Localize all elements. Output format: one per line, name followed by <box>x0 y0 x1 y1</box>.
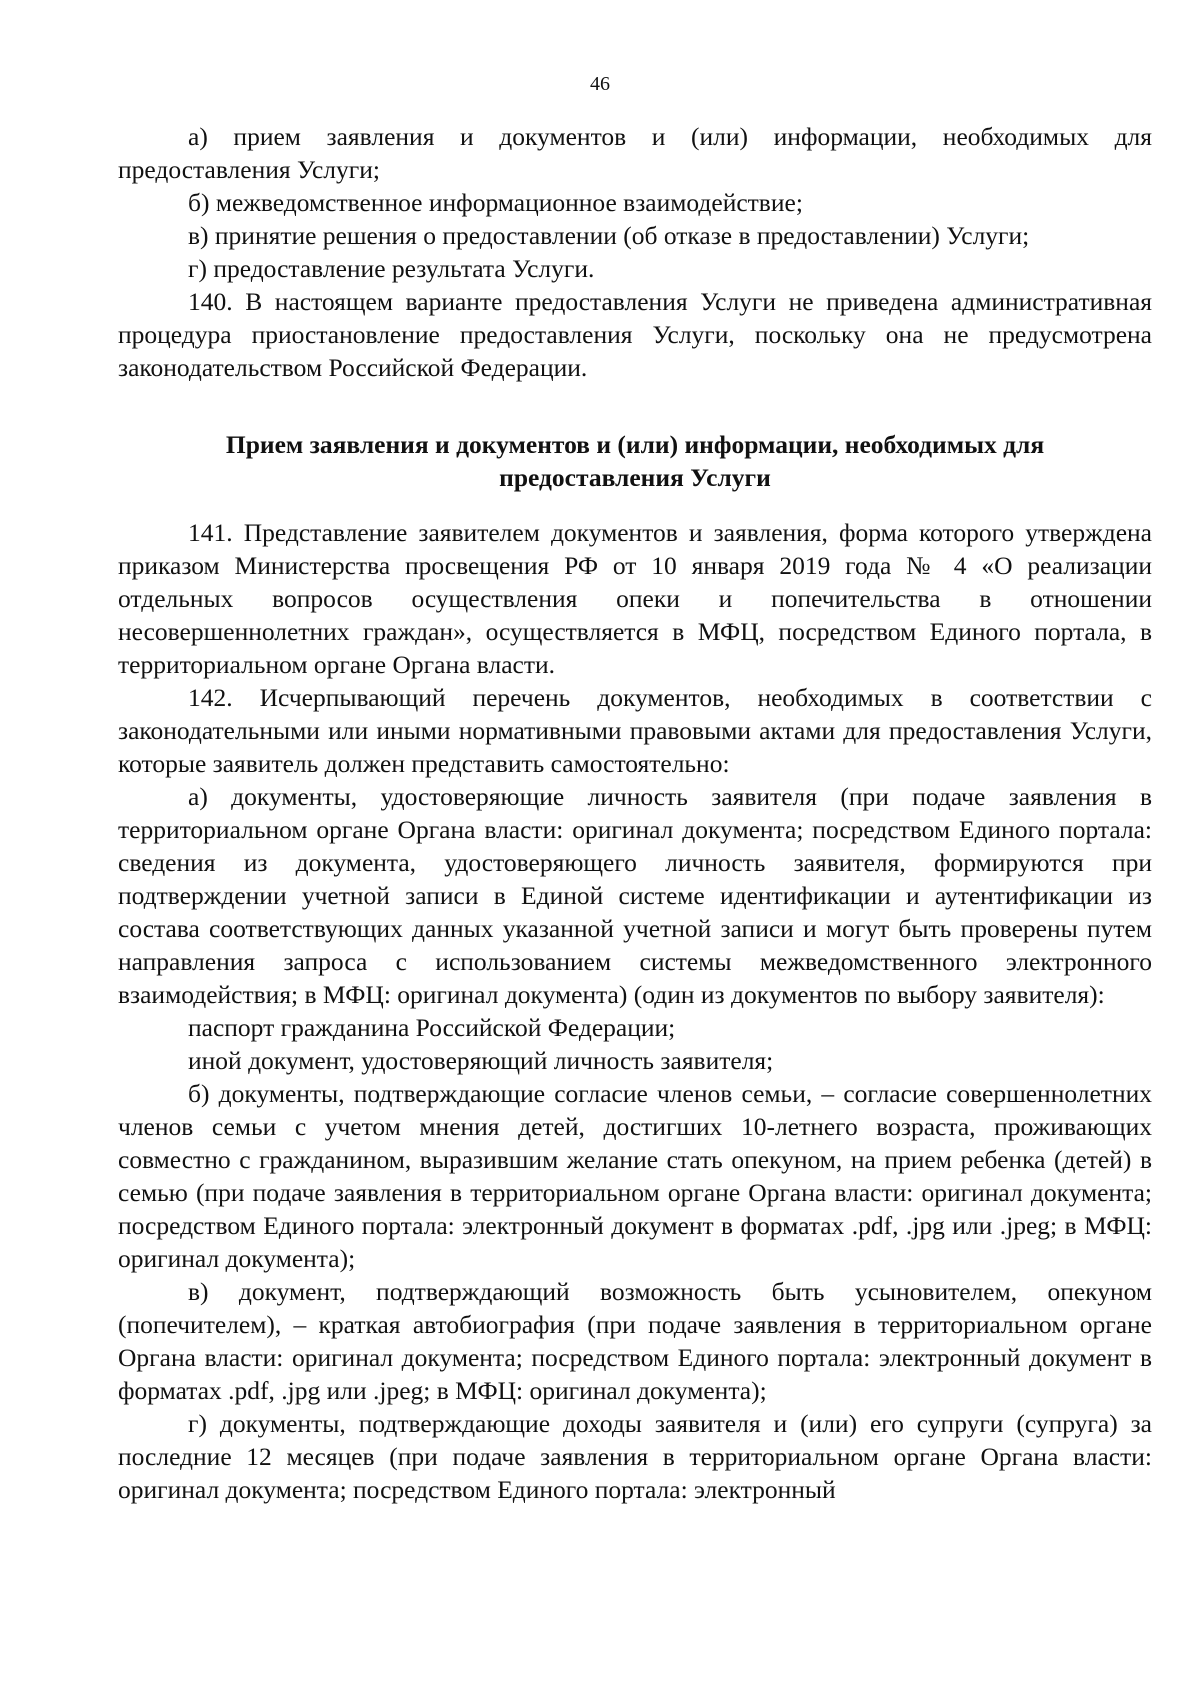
list-item-g-result: г) предоставление результата Услуги. <box>188 254 595 283</box>
subitem-other-id: иной документ, удостоверяющий личность заявителя; <box>188 1046 774 1075</box>
list-item-a-reception: а) прием заявления и документов и (или) информации, необходимых для предоставления Услуги; <box>118 122 1152 184</box>
subitem-v-autobiography: в) документ, подтверждающий возможность быть усыновителем, опекуном (попечителем), – краткая автобиография (при подаче заявления в территориальном органе Органа власти: оригинал документа; посредством Единого портала: электронный документ в форматах .pdf, .jpg или .jpeg; в МФЦ: оригинал документа); <box>118 1277 1152 1405</box>
subitem-a-identity-documents: а) документы, удостоверяющие личность заявителя (при подаче заявления в территориальном органе Органа власти: оригинал документа; посредством Единого портала: сведения из документа, удостоверяющего личность заявителя, формируются при подтверждении учетной записи в Единой системе идентификации и аутентификации из состава соответствующих данных указанной учетной записи и могут быть проверены путем направления запроса с использованием системы межведомственного электронного взаимодействия; в МФЦ: оригинал документа) (один из документов по выбору заявителя): <box>118 782 1152 1009</box>
list-item-b-interaction: б) межведомственное информационное взаимодействие; <box>188 188 803 217</box>
subitem-passport: паспорт гражданина Российской Федерации; <box>188 1013 676 1042</box>
subitem-g-income: г) документы, подтверждающие доходы заявителя и (или) его супруги (супруга) за последние 12 месяцев (при подаче заявления в территориальном органе Органа власти: оригинал документа; посредством Единого портала: электронный <box>118 1409 1152 1504</box>
paragraph-142: 142. Исчерпывающий перечень документов, необходимых в соответствии с законодательными или иными нормативными правовыми актами для предоставления Услуги, которые заявитель должен представить самостоятельно: <box>118 683 1152 778</box>
subitem-b-family-consent: б) документы, подтверждающие согласие членов семьи, – согласие совершеннолетних членов семьи с учетом мнения детей, достигших 10-летнего возраста, проживающих совместно с гражданином, выразившим желание стать опекуном, на прием ребенка (детей) в семью (при подаче заявления в территориальном органе Органа власти: оригинал документа; посредством Единого портала: электронный документ в форматах .pdf, .jpg или .jpeg; в МФЦ: оригинал документа); <box>118 1079 1152 1273</box>
document-body <box>118 120 1152 1506</box>
paragraph-141: 141. Представление заявителем документов и заявления, форма которого утверждена приказом Министерства просвещения РФ от 10 января 2019 года № 4 «О реализации отдельных вопросов осуществления опеки и попечительства в отношении несовершеннолетних граждан», осуществляется в МФЦ, посредством Единого портала, в территориальном органе Органа власти. <box>118 518 1152 679</box>
paragraph-140: 140. В настоящем варианте предоставления Услуги не приведена административная процедура приостановление предоставления Услуги, поскольку она не предусмотрена законодательством Российской Федерации. <box>118 287 1152 382</box>
list-item-v-decision: в) принятие решения о предоставлении (об отказе в предоставлении) Услуги; <box>188 221 1030 250</box>
section-heading: Прием заявления и документов и (или) информации, необходимых для предоставления Услуги <box>225 430 1045 492</box>
page-number: 46 <box>590 73 610 95</box>
